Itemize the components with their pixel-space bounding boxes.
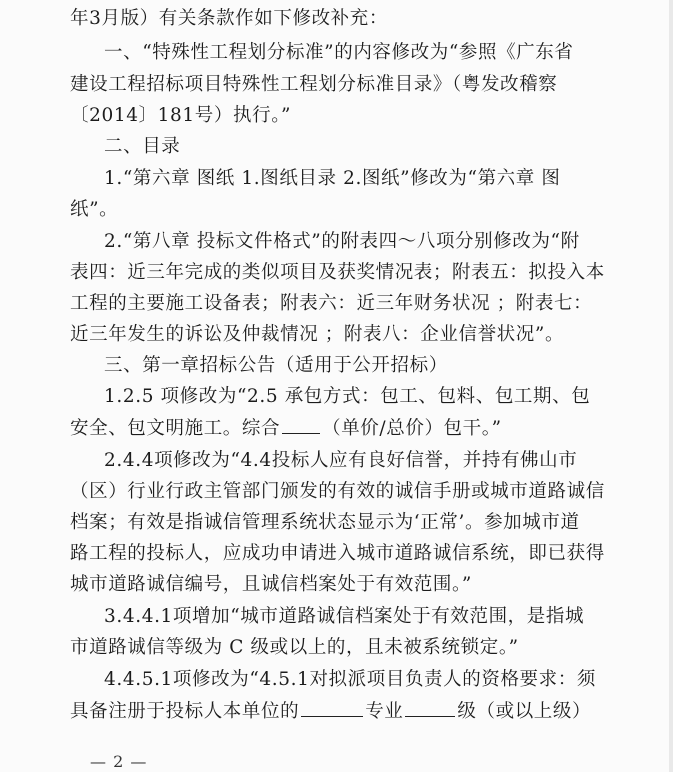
text-line-18: 路工程的投标人，应成功申请进入城市道路诚信系统，即已获得 <box>70 543 605 564</box>
text-line-14-part1: 安全、包文明施工。综合 <box>70 418 281 439</box>
text-line-23 <box>70 698 630 725</box>
text-line-14 <box>70 415 630 442</box>
text-line-22: 4.4.5.1项修改为“4.5.1对拟派项目负责人的资格要求：须 <box>104 669 596 690</box>
text-line-16: （区）行业行政主管部门颁发的有效的诚信手册或城市道路诚信 <box>70 481 605 502</box>
text-line-7: 纸”。 <box>70 199 119 220</box>
text-line-21: 市道路诚信等级为 C 级或以上的，且未被系统锁定。” <box>70 637 519 658</box>
text-line-13: 1.2.5 项修改为“2.5 承包方式：包工、包料、包工期、包 <box>104 386 591 407</box>
text-line-4: 〔2014〕181号）执行。” <box>70 105 292 126</box>
fill-in-blank-2 <box>301 698 363 717</box>
text-line-15: 2.4.4项修改为“4.4投标人应有良好信誉，并持有佛山市 <box>104 450 578 471</box>
text-line-17: 档案；有效是指诚信管理系统状态显示为‘正常’。参加城市道 <box>70 512 580 533</box>
text-line-11: 近三年发生的诉讼及仲裁情况 ；附表八：企业信誉状况”。 <box>70 324 565 345</box>
text-line-23-part2: 专业 <box>365 701 404 722</box>
section-heading-contents: 二、目录 <box>104 136 181 157</box>
fill-in-blank-1 <box>282 415 320 434</box>
page-number: — 2 — <box>90 752 148 771</box>
fill-in-blank-3 <box>405 698 455 717</box>
section-heading-chapter-one: 三、第一章招标公告（适用于公开招标） <box>104 355 448 376</box>
text-line-19: 城市道路诚信编号，且诚信档案处于有效范围。” <box>70 574 472 595</box>
text-line-8: 2.“第八章 投标文件格式”的附表四～八项分别修改为“附 <box>104 231 580 252</box>
text-line-3: 建设工程招标项目特殊性工程划分标准目录》（粤发改稽察 <box>70 74 558 95</box>
text-line-6: 1.“第六章 图纸 1.图纸目录 2.图纸”修改为“第六章 图 <box>104 168 561 189</box>
text-line-20: 3.4.4.1项增加“城市道路诚信档案处于有效范围，是指城 <box>104 606 585 627</box>
text-line-23-part3: 级（或以上级） <box>457 701 592 722</box>
text-line-23-part1: 具备注册于投标人本单位的 <box>70 701 300 722</box>
text-line-9: 表四：近三年完成的类似项目及获奖情况表；附表五：拟投入本 <box>70 262 605 283</box>
page-edge-shadow <box>669 0 673 772</box>
text-line-10: 工程的主要施工设备表；附表六：近三年财务状况 ；附表七： <box>70 293 593 314</box>
text-line-2: 一、“特殊性工程划分标准”的内容修改为“参照《广东省 <box>104 42 574 63</box>
text-line-1: 年3月版）有关条款作如下修改补充： <box>70 8 388 29</box>
text-line-14-part2: （单价/总价）包干。” <box>322 418 502 439</box>
